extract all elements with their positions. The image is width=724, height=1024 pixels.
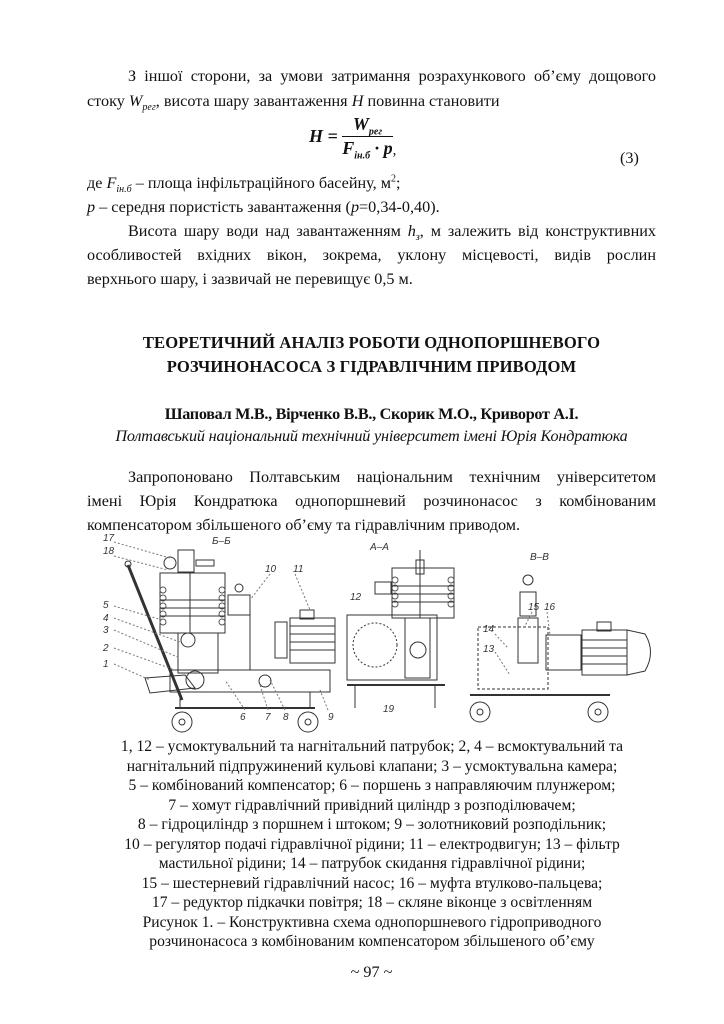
- figure-caption-line2: розчинонасоса з комбінованим компенсатором збільшеного об’єму: [149, 933, 595, 950]
- page-number: ~ 97 ~: [350, 963, 393, 981]
- intro-line1: Запропоновано Полтавським національним технічним університетом: [128, 468, 656, 486]
- formula-fraction: [342, 114, 393, 162]
- authors: Шаповал М.В., Вірченко В.В., Скорик М.О., Криворот А.І.: [164, 405, 579, 423]
- callout-4: 4: [103, 613, 109, 624]
- legend-line: 17 – редуктор підкачки повітря; 18 – скляне віконце з освітленням: [151, 894, 593, 911]
- callout-6: 6: [240, 712, 246, 723]
- para1-line2: [87, 89, 657, 114]
- callout-10: 10: [265, 564, 277, 575]
- subscript: рег: [142, 102, 156, 114]
- callout-15: 15: [528, 602, 540, 613]
- callout-12: 12: [350, 592, 362, 603]
- legend-line: мастильної рідини; 14 – патрубок скидання гідравлічної рідини;: [158, 855, 586, 872]
- legend-line: нагнітальний підпружинений кульові клапани; 3 – усмоктувальна камера;: [126, 757, 618, 775]
- legend-line: 8 – гідроциліндр з поршнем і штоком; 9 – золотниковий розподільник;: [137, 816, 607, 833]
- variable-h: H: [351, 92, 364, 110]
- section-label-vv: В–В: [530, 552, 549, 563]
- intro-line3: компенсатором збільшеного об’єму та гідравлічним приводом.: [87, 516, 521, 534]
- figure-legend: [80, 737, 664, 952]
- callout-2: 2: [103, 643, 109, 654]
- variable-w: W: [128, 92, 143, 110]
- pump-schematic-figure: [100, 530, 660, 735]
- callout-17: 17: [103, 533, 115, 544]
- equation-number: (3): [620, 149, 639, 167]
- legend-line: 10 – регулятор подачі гідравлічної рідини; 11 – електродвигун; 13 – фільтр: [124, 835, 620, 853]
- definition-p: p – середня пористість завантаження (p=0,34-0,40).: [87, 198, 440, 216]
- callout-13: 13: [483, 644, 495, 655]
- section-label-aa: А–А: [370, 542, 389, 553]
- formula-3: [309, 114, 396, 160]
- callout-9: 9: [328, 712, 334, 723]
- definition-f: де $F_{ін.б}$ – площа інфільтраційного басейну, $м^2$;: [87, 173, 401, 196]
- callout-1: 1: [103, 659, 109, 670]
- formula-denominator: $F_{ін.б} \cdot p$: [342, 138, 393, 162]
- legend-line: 1, 12 – усмоктувальний та нагнітальний патрубок; 2, 4 – всмоктувальний та: [120, 738, 624, 755]
- legend-line: 7 – хомут гідравлічний привідний циліндр з розподілювачем;: [168, 796, 576, 814]
- text: повинна становити: [363, 92, 500, 110]
- callout-11: 11: [293, 564, 304, 575]
- legend-line: 15 – шестерневий гідравлічний насос; 16 – муфта втулково-пальцева;: [141, 874, 603, 892]
- formula-numerator: $W_{рег}$: [342, 114, 392, 137]
- callout-18: 18: [103, 546, 115, 557]
- para2-line2: особливостей вхідних вікон, зокрема, уклону місцевості, видів рослин: [87, 246, 656, 264]
- section-label-bb: Б–Б: [212, 536, 231, 547]
- formula-lhs: H =: [309, 126, 338, 146]
- article-title-line2: РОЗЧИНОНАСОСА З ГІДРАВЛІЧНИМ ПРИВОДОМ: [166, 357, 577, 376]
- para1-line1: [128, 64, 656, 89]
- para2-line1: Висота шару води над завантаженням $h_з$, м залежить від конструктивних: [128, 222, 656, 244]
- intro-line2: імені Юрія Кондратюка однопоршневий розчинонасос з комбінованим: [87, 492, 656, 510]
- callout-8: 8: [283, 712, 289, 723]
- section-aa-view: [347, 550, 454, 708]
- para2-line3: верхнього шару, і зазвичай не перевищує 0,5 м.: [87, 270, 413, 288]
- legend-line: 5 – комбінований компенсатор; 6 – поршень з направляючим плунжером;: [128, 777, 616, 794]
- figure-caption-line1: Рисунок 1. – Конструктивна схема однопоршневого гідроприводного: [142, 913, 602, 931]
- formula-comma: ,: [392, 142, 397, 159]
- article-title-line1: ТЕОРЕТИЧНИЙ АНАЛІЗ РОБОТИ ОДНОПОРШНЕВОГО: [142, 333, 601, 352]
- affiliation: Полтавський національний технічний університет імені Юрія Кондратюка: [115, 427, 628, 445]
- callout-5: 5: [103, 600, 109, 611]
- text: стоку: [87, 92, 129, 110]
- text: З іншої сторони, за умови затримання розрахункового об’єму дощового: [128, 67, 656, 85]
- callout-14: 14: [483, 624, 495, 635]
- section-vv-view: [470, 575, 651, 722]
- callout-3: 3: [103, 625, 109, 636]
- callout-19: 19: [383, 704, 395, 715]
- callout-16: 16: [544, 602, 556, 613]
- callout-7: 7: [265, 712, 271, 723]
- text: , висота шару завантаження: [155, 92, 352, 110]
